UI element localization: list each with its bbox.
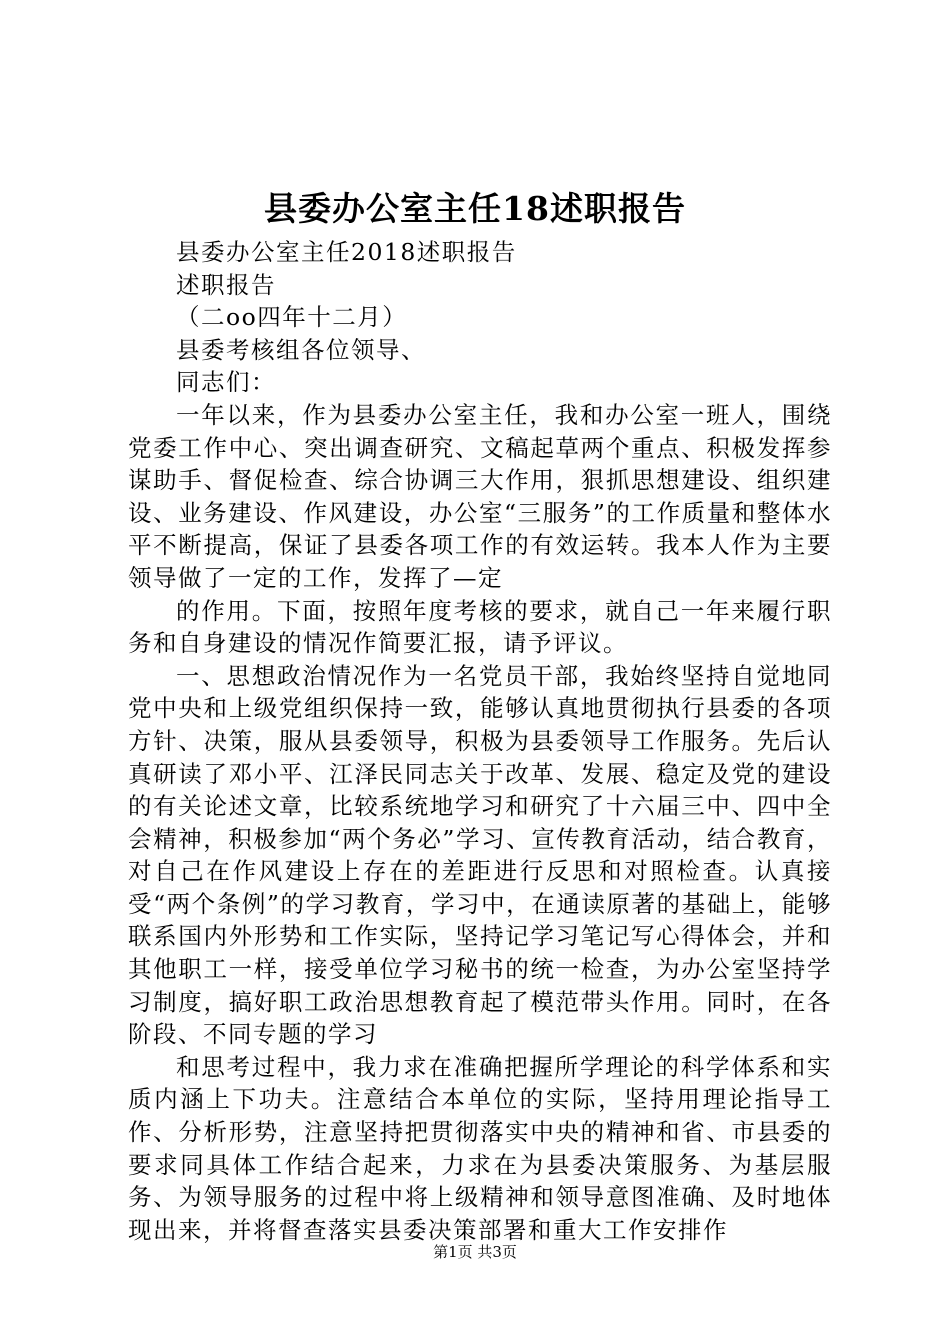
paragraph-body: 的作用。下面，按照年度考核的要求，就自己一年来履行职务和自身建设的情况作简要汇报，请予评议。	[128, 596, 832, 658]
paragraph-date: （二oo四年十二月）	[176, 303, 408, 332]
paragraph-salutation-1: 县委考核组各位领导、	[176, 335, 426, 364]
paragraph-heading: 述职报告	[176, 270, 276, 299]
page-number-footer: 第1页 共3页	[433, 1243, 517, 1261]
document-title: 县委办公室主任18述职报告	[264, 189, 686, 228]
paragraph-subtitle: 县委办公室主任2018述职报告	[176, 238, 517, 266]
paragraph-salutation-2: 同志们：	[176, 368, 276, 397]
paragraph-body: 一、思想政治情况作为一名党员干部，我始终坚持自觉地同党中央和上级党组织保持一致，能够认真地贯彻执行县委的各项方针、决策，服从县委领导，积极为县委领导工作服务。先后认真研读了邓小平、江泽民同志关于改革、发展、稳定及党的建设的有关论述文章，比较系统地学习和研究了十六届三中、四中全会精神，积极参加“两个务必”学习、宣传教育活动，结合教育，对自己在作风建设上存在的差距进行反思和对照检查。认真接受“两个条例”的学习教育，学习中，在通读原著的基础上，能够联系国内外形势和工作实际，坚持记学习笔记写心得体会，并和其他职工一样，接受单位学习秘书的统一检查，为办公室坚持学习制度，搞好职工政治思想教育起了模范带头作用。同时，在各阶段、不同专题的学习	[128, 661, 832, 1049]
paragraph-body: 一年以来，作为县委办公室主任，我和办公室一班人，围绕党委工作中心、突出调查研究、文稿起草两个重点、积极发挥参谋助手、督促检查、综合协调三大作用，狠抓思想建设、组织建设、业务建设、作风建设，办公室“三服务”的工作质量和整体水平不断提高，保证了县委各项工作的有效运转。我本人作为主要领导做了一定的工作，发挥了—定	[128, 400, 832, 592]
document-body	[128, 236, 832, 1246]
paragraph-body: 和思考过程中，我力求在准确把握所学理论的科学体系和实质内涵上下功夫。注意结合本单位的实际，坚持用理论指导工作、分析形势，注意坚持把贯彻落实中央的精神和省、市县委的要求同具体工作结合起来，力求在为县委决策服务、为基层服务、为领导服务的过程中将上级精神和领导意图准确、及时地体现出来，并将督查落实县委决策部署和重大工作安排作	[128, 1052, 832, 1244]
